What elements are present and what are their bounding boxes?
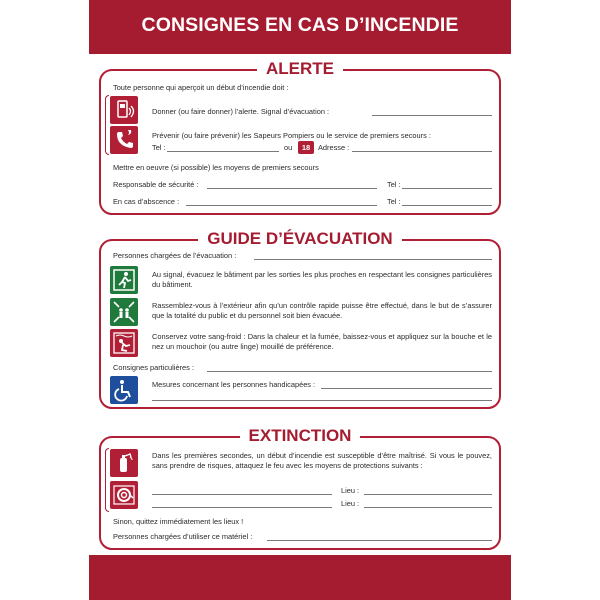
lieu-line-2 xyxy=(364,507,492,508)
alerte-responsable: Responsable de sécurité : xyxy=(113,180,199,189)
guide-step1: Au signal, évacuez le bâtiment par les sorties les plus proches en respectant les consignes particulières du bâtiment. xyxy=(152,270,492,289)
header-banner xyxy=(89,0,511,54)
lieu-line-1 xyxy=(364,494,492,495)
guide-handicap: Mesures concernant les personnes handicapées : xyxy=(152,380,316,389)
responsable-line xyxy=(207,188,377,189)
particulieres-line xyxy=(207,371,492,372)
handicap-line-1 xyxy=(321,388,492,389)
guide-charged: Personnes chargées de l’évacuation : xyxy=(113,251,237,260)
protection-line-2 xyxy=(152,507,332,508)
alerte-adresse-line xyxy=(352,151,492,152)
guide-title: GUIDE D’ÉVACUATION xyxy=(198,229,401,249)
extinction-utiliser: Personnes chargées d’utiliser ce matériel : xyxy=(113,532,253,541)
handicap-line-2 xyxy=(152,400,492,401)
fire-alarm-icon xyxy=(110,96,138,124)
alerte-ou: ou xyxy=(284,143,293,152)
absence-tel-label: Tel : xyxy=(387,197,401,206)
protection-line-1 xyxy=(152,494,332,495)
guide-particulieres: Consignes particulières : xyxy=(113,363,194,372)
alerte-bracket xyxy=(105,95,109,155)
alerte-title: ALERTE xyxy=(257,59,343,79)
responsable-tel-label: Tel : xyxy=(387,180,401,189)
alerte-item1: Donner (ou faire donner) l’alerte. Signal d’évacuation : xyxy=(152,107,330,116)
lieu-label-1: Lieu : xyxy=(341,486,360,495)
guide-step3: Conservez votre sang-froid : Dans la chaleur et la fumée, baissez-vous et appliquez sur la bouche et le nez un mouchoir (ou autre linge) mouillé de préférence. xyxy=(152,332,492,351)
alerte-item2: Prévenir (ou faire prévenir) les Sapeurs Pompiers ou le service de premiers secours : xyxy=(152,131,431,140)
guide-step2: Rassemblez-vous à l’extérieur afin qu’un contrôle rapide puisse être effectué, dans le but de s’assurer que la totalité du public et du personnel soit bien évacuée. xyxy=(152,301,492,320)
responsable-tel-line xyxy=(402,188,492,189)
fire-hose-icon xyxy=(110,481,138,509)
badge-18: 18 xyxy=(298,141,314,154)
extinction-para: Dans les premières secondes, un début d’incendie est susceptible d’être maîtrisé. Si vous le pouvez, sans prendre de risques, attaquez le feu avec les moyens de protections suivants : xyxy=(152,451,492,470)
alerte-moyens: Mettre en oeuvre (si possible) les moyens de premiers secours xyxy=(113,163,319,172)
guide-title-wrap xyxy=(89,229,511,249)
extinction-title-wrap xyxy=(89,426,511,446)
utiliser-line xyxy=(267,540,492,541)
absence-line xyxy=(186,205,377,206)
absence-tel-line xyxy=(402,205,492,206)
extinction-title: EXTINCTION xyxy=(240,426,361,446)
alerte-intro: Toute personne qui aperçoit un début d’incendie doit : xyxy=(113,83,289,92)
lieu-label-2: Lieu : xyxy=(341,499,360,508)
extinction-sinon: Sinon, quittez immédiatement les lieux ! xyxy=(113,517,244,526)
fire-phone-icon xyxy=(110,126,138,154)
wheelchair-icon xyxy=(110,376,138,404)
fire-extinguisher-icon xyxy=(110,449,138,477)
extinction-bracket xyxy=(105,448,109,512)
alerte-title-wrap xyxy=(89,59,511,79)
alerte-tel-line xyxy=(167,151,279,152)
footer-banner xyxy=(89,555,511,600)
guide-charged-line xyxy=(254,259,492,260)
page-title: CONSIGNES EN CAS D’INCENDIE xyxy=(141,14,459,36)
alerte-tel-label: Tel : xyxy=(152,143,166,152)
alerte-adresse-label: Adresse : xyxy=(318,143,350,152)
assembly-point-icon xyxy=(110,298,138,326)
emergency-exit-icon xyxy=(110,266,138,294)
alerte-absence: En cas d’abscence : xyxy=(113,197,180,206)
crouch-smoke-icon xyxy=(110,329,138,357)
fire-safety-poster xyxy=(89,0,511,600)
evacuation-signal-line xyxy=(372,115,492,116)
